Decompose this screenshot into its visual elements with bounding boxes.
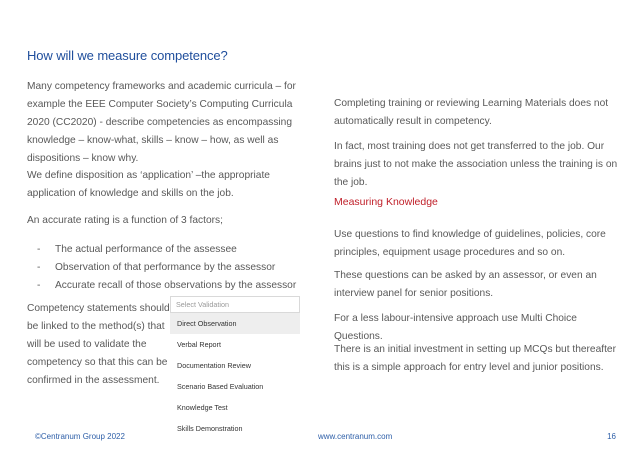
footer-copyright: ©Centranum Group 2022 (35, 432, 125, 441)
training-paragraph: Completing training or reviewing Learning Materials does not automatically result in competency. (334, 98, 609, 127)
validation-search-input[interactable]: Select Validation (170, 296, 300, 313)
list-item-text: Observation of that performance by the assessor (55, 262, 276, 273)
validation-option-verbal-report[interactable]: Verbal Report (177, 340, 221, 349)
validation-option-skills-demonstration[interactable]: Skills Demonstration (177, 424, 243, 433)
list-item (37, 241, 317, 259)
section-subheading: Measuring Knowledge (334, 196, 438, 208)
competency-statement-paragraph: Competency statements should be linked to the method(s) that will be used to validate the competency so that this can be confirmed in the assessment. (27, 303, 170, 386)
rating-paragraph: An accurate rating is a function of 3 factors; (27, 215, 223, 226)
bullet-marker: - (37, 244, 41, 255)
validation-option-documentation-review[interactable]: Documentation Review (177, 361, 251, 370)
transfer-paragraph: In fact, most training does not get transferred to the job. Our brains just to not make the association unless the training is on the job. (334, 141, 618, 188)
list-item-text: Accurate recall of those observations by the assessor (55, 280, 297, 291)
page-heading: How will we measure competence? (27, 48, 228, 63)
bullet-marker: - (37, 280, 41, 291)
assessor-paragraph: These questions can be asked by an assessor, or even an interview panel for senior positions. (334, 270, 597, 299)
footer-website-link[interactable]: www.centranum.com (318, 432, 393, 441)
mcq-paragraph: For a less labour-intensive approach use Multi Choice Questions. (334, 313, 577, 342)
validation-option-scenario-based-evaluation[interactable]: Scenario Based Evaluation (177, 382, 264, 391)
list-item (37, 259, 317, 277)
list-item (37, 277, 317, 295)
rating-factors-list (37, 241, 317, 295)
validation-dropdown[interactable] (170, 296, 300, 433)
list-item-text: The actual performance of the assessee (55, 244, 237, 255)
disposition-paragraph: We define disposition as ‘application’ –the appropriate application of knowledge and skills on the job. (27, 170, 270, 199)
investment-paragraph: There is an initial investment in setting up MCQs but thereafter this is a simple approach for entry level and junior positions. (334, 344, 616, 373)
validation-option-knowledge-test[interactable]: Knowledge Test (177, 403, 228, 412)
validation-option-direct-observation[interactable]: Direct Observation (170, 313, 300, 334)
page-number: 16 (607, 432, 616, 441)
questions-paragraph: Use questions to find knowledge of guidelines, policies, core principles, equipment usage procedures and so on. (334, 229, 606, 258)
intro-paragraph: Many competency frameworks and academic curricula – for example the EEE Computer Society’s Computing Curricula 2020 (CC2020) - describe competencies as encompassing knowledge – know-what, skills – know – how, as well as dispositions – know why. (27, 81, 296, 164)
bullet-marker: - (37, 262, 41, 273)
